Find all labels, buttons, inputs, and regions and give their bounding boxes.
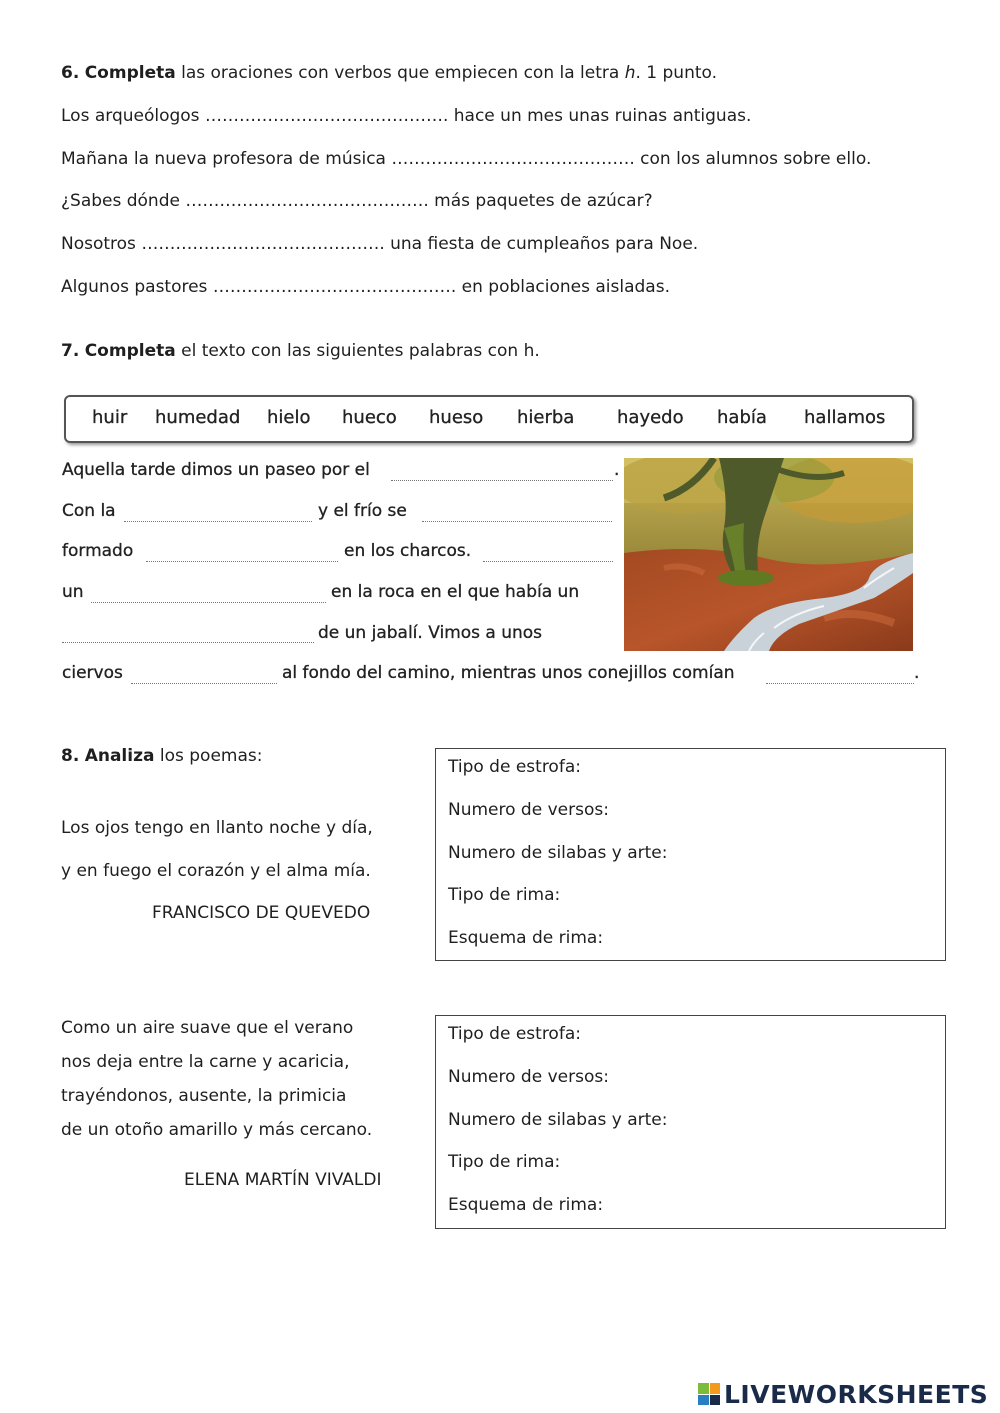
ex7-period: . [914,663,920,683]
liveworksheets-logo-icon [698,1383,720,1405]
poem2-verse-1: Como un aire suave que el verano [61,1018,354,1038]
ex6-number: 6. [61,63,80,83]
sentence-text: en poblaciones aisladas. [456,277,670,297]
ex7-text-line-6b: al fondo del camino, mientras unos conejillos comían [282,663,735,683]
sentence-text: Los arqueólogos [61,106,205,126]
forest-stream-image [624,458,913,651]
field-rhyme-type[interactable]: Tipo de rima: [448,1152,561,1172]
sentence-text: Nosotros [61,234,142,254]
blank-1[interactable]: ……………………………………. [204,106,449,126]
ex6-sentence-2 [61,149,871,169]
analysis-box-2 [435,1015,946,1229]
sentence-text: más paquetes de azúcar? [428,191,653,211]
word-bank-item: hueco [342,407,397,428]
ex7-number: 7. [61,341,80,361]
logo-square [710,1395,721,1406]
word-bank-item: huir [92,407,128,428]
field-stanza-type[interactable]: Tipo de estrofa: [448,757,581,777]
ex7-instr-text: el texto con las siguientes palabras con h. [175,341,540,361]
ex6-sentence-1 [61,106,751,126]
ex7-text-line-3b: en los charcos. [344,541,472,561]
ex7-blank-6[interactable] [91,584,326,603]
word-bank-item: hayedo [617,407,684,428]
ex6-instruction [61,63,717,83]
sentence-text: Mañana la nueva profesora de música [61,149,392,169]
forest-stream-photo [624,458,913,651]
ex6-sentence-4 [61,234,698,254]
word-bank-item: hallamos [804,407,886,428]
logo-square [698,1395,709,1406]
field-rhyme-type[interactable]: Tipo de rima: [448,885,561,905]
word-bank-item: hueso [429,407,484,428]
ex6-verb: Completa [84,63,176,83]
ex7-text-line-4a: un [62,582,84,602]
ex7-instruction [61,341,540,361]
ex7-period: . [614,460,620,480]
word-bank-item: había [717,407,767,428]
field-rhyme-scheme[interactable]: Esquema de rima: [448,1195,604,1215]
word-bank [64,395,914,443]
blank-2[interactable]: ……………………………………. [391,149,635,169]
ex8-instr-text: los poemas: [154,746,263,766]
ex7-blank-8[interactable] [131,665,277,684]
ex6-points: . 1 punto. [635,63,718,83]
ex7-text-line-6a: ciervos [62,663,123,683]
blank-4[interactable]: ……………………………………. [141,234,385,254]
word-bank-item: hierba [517,407,575,428]
liveworksheets-logo [698,1379,988,1409]
ex7-text-line-3a: formado [62,541,134,561]
ex8-instruction [61,746,262,766]
ex7-blank-2[interactable] [124,503,312,522]
ex6-sentence-3 [61,191,653,211]
field-syllables-art[interactable]: Numero de silabas y arte: [448,843,668,863]
ex7-blank-7[interactable] [62,624,314,643]
logo-square [698,1383,709,1394]
ex7-text-line-2b: y el frío se [318,501,407,521]
ex6-instr-text: las oraciones con verbos que empiecen con la letra [175,63,625,83]
field-verse-count[interactable]: Numero de versos: [448,1067,609,1087]
ex6-letter: h [624,63,636,83]
analysis-box-1 [435,748,946,961]
ex8-number: 8. [61,746,80,766]
liveworksheets-brand: LIVEWORKSHEETS [724,1379,989,1409]
poem1-verse-1: Los ojos tengo en llanto noche y día, [61,818,373,838]
poem2-verse-3: trayéndonos, ausente, la primicia [61,1086,347,1106]
field-syllables-art[interactable]: Numero de silabas y arte: [448,1110,668,1130]
blank-5[interactable]: ……………………………………. [212,277,457,297]
sentence-text: hace un mes unas ruinas antiguas. [448,106,752,126]
logo-square [710,1383,721,1394]
ex7-blank-5[interactable] [483,543,613,562]
field-stanza-type[interactable]: Tipo de estrofa: [448,1024,581,1044]
sentence-text: ¿Sabes dónde [61,191,186,211]
ex8-verb: Analiza [84,746,155,766]
field-rhyme-scheme[interactable]: Esquema de rima: [448,928,604,948]
ex7-blank-4[interactable] [146,543,338,562]
word-bank-item: humedad [155,407,241,428]
ex7-text-line-4b: en la roca en el que había un [331,582,580,602]
ex7-text-line-2a: Con la [62,501,116,521]
poem1-author: FRANCISCO DE QUEVEDO [152,903,371,923]
ex7-verb: Completa [84,341,176,361]
ex7-blank-3[interactable] [422,503,612,522]
ex7-blank-1[interactable] [391,462,613,481]
ex7-text-line-5: de un jabalí. Vimos a unos [318,623,543,643]
ex7-text-line-1: Aquella tarde dimos un paseo por el [62,460,370,480]
sentence-text: con los alumnos sobre ello. [634,149,872,169]
blank-3[interactable]: ……………………………………. [185,191,429,211]
field-verse-count[interactable]: Numero de versos: [448,800,609,820]
ex7-blank-9[interactable] [766,665,914,684]
poem1-verse-2: y en fuego el corazón y el alma mía. [61,861,371,881]
ex6-sentence-5 [61,277,670,297]
poem2-verse-2: nos deja entre la carne y acaricia, [61,1052,350,1072]
poem2-author: ELENA MARTÍN VIVALDI [184,1170,382,1190]
sentence-text: una fiesta de cumpleaños para Noe. [384,234,699,254]
sentence-text: Algunos pastores [61,277,213,297]
poem2-verse-4: de un otoño amarillo y más cercano. [61,1120,373,1140]
word-bank-item: hielo [267,407,311,428]
